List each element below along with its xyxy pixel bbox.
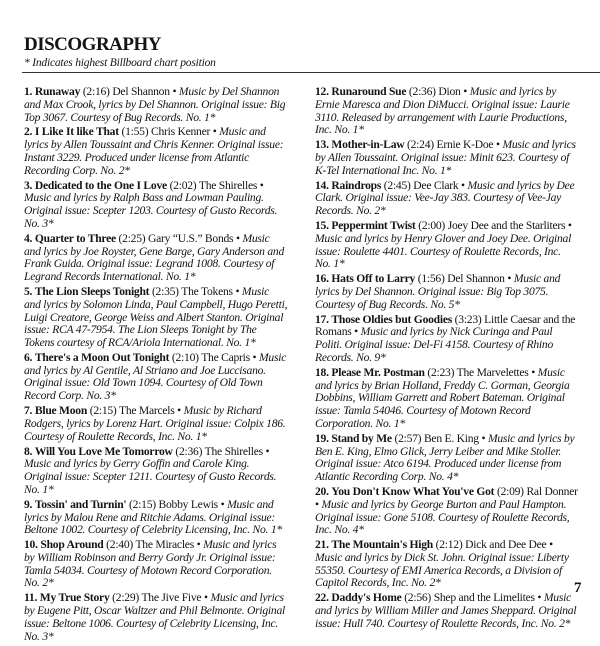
discography-entry (315, 220, 579, 271)
discography-entry (24, 539, 288, 590)
track-title: Stand by Me (331, 431, 392, 445)
discography-entry (315, 180, 579, 218)
track-credits: Music and lyrics by Solomon Linda, Paul Campbell, Hugo Peretti, Luigi Creatore, George Weiss and Albert Stanton. Original issue: RCA 47-7954. The Lion Sleeps Tonight by The Tokens courtesy of RCA/Ariola International. No. 1* (24, 285, 288, 349)
track-title: Daddy's Home (331, 591, 402, 605)
bullet-separator: • (196, 538, 201, 552)
track-number: 2. (24, 125, 33, 139)
bullet-separator: • (354, 325, 358, 339)
discography-entry (315, 139, 579, 177)
bullet-separator: • (315, 497, 319, 511)
discography-entry (24, 86, 288, 124)
track-artist: Little Caesar and the Romans (315, 312, 576, 339)
bullet-separator: • (495, 138, 500, 152)
track-duration: (2:02) (169, 178, 197, 192)
track-title: There's a Moon Out Tonight (34, 350, 170, 364)
discography-entry (315, 367, 579, 431)
track-title: Dedicated to the One I Love (34, 178, 167, 192)
track-title: I Like It like That (34, 125, 119, 139)
discography-column-left (24, 86, 288, 646)
track-credits: Music and lyrics by Allen Toussaint. Original issue: Minit 623. Courtesy of K-Tel International Inc. No. 1* (315, 138, 576, 177)
bullet-separator: • (265, 444, 270, 458)
track-duration: (2:09) (496, 485, 524, 498)
bullet-separator: • (235, 285, 240, 298)
track-credits: Music and lyrics by Eugene Pitt, Oscar Waltzer and Phil Belmonte. Original issue: Beltone 1006. Courtesy of Celebrity Licensing, Inc. No. 3* (24, 591, 285, 643)
track-number: 20. (315, 485, 329, 498)
track-credits: Music and lyrics by Allen Toussaint and Chris Kenner. Original issue: Instant 3229. Produced under license from Atlantic Recording Corp. No. 2* (24, 125, 284, 177)
track-duration: (2:57) (394, 431, 422, 445)
track-number: 21. (315, 538, 329, 552)
track-title: Those Oldies but Goodies (331, 312, 452, 326)
bullet-separator: • (507, 272, 512, 286)
track-duration: (2:40) (106, 538, 134, 552)
chart-position-note: * Indicates highest Billboard chart position (24, 57, 216, 69)
track-credits: Music and lyrics by Dick St. John. Original issue: Liberty 55350. Courtesy of EMI America Records, a Division of Capitol Records, Inc. No. 2* (315, 550, 569, 590)
track-credits: Music and lyrics by Ernie Maresca and Dion DiMucci. Original issue: Laurie 3110. Released by arrangement with Laurie Productions, Inc. No. 1* (315, 85, 570, 137)
track-number: 11. (24, 591, 38, 605)
track-artist: The Shirelles (198, 178, 258, 192)
track-title: Hats Off to Larry (331, 272, 416, 286)
discography-entry (24, 405, 288, 443)
track-duration: (3:23) (454, 312, 482, 326)
track-number: 5. (24, 285, 33, 298)
track-credits: Music and lyrics by William Miller and James Sheppard. Original issue: Hull 740. Courtesy of Roulette Records, Inc. No. 2* (315, 591, 577, 630)
track-number: 17. (315, 312, 329, 326)
page-number: 7 (574, 580, 582, 596)
track-artist: Del Shannon (447, 272, 505, 286)
discography-column-right (315, 86, 579, 633)
bullet-separator: • (259, 178, 264, 192)
discography-entry (24, 592, 288, 643)
track-credits: Music and lyrics by Al Gentile, Al Striano and Joe Luccisano. Original issue: Old Town 1094. Courtesy of Old Town Record Corp. No. 3* (24, 350, 287, 403)
bullet-separator: • (537, 591, 542, 605)
track-title: Peppermint Twist (331, 219, 416, 233)
track-artist: The Jive Five (141, 591, 202, 605)
discography-entry (24, 286, 288, 350)
track-duration: (2:35) (151, 285, 179, 298)
track-number: 6. (24, 350, 33, 364)
track-duration: (2:16) (82, 85, 110, 98)
track-artist: The Marcels (119, 404, 175, 418)
track-number: 8. (24, 444, 33, 458)
track-duration: (2:25) (118, 231, 146, 245)
track-artist: Bobby Lewis (158, 497, 218, 511)
track-number: 13. (315, 138, 329, 152)
track-number: 7. (24, 404, 33, 418)
track-number: 9. (24, 497, 33, 511)
track-duration: (2:12) (435, 538, 463, 552)
track-title: Quarter to Three (34, 231, 116, 245)
bullet-separator: • (212, 125, 217, 139)
discography-entry (24, 126, 288, 177)
track-title: Runaway (34, 85, 81, 98)
track-artist: Ernie K-Doe (436, 138, 494, 152)
page-title: DISCOGRAPHY (24, 34, 162, 55)
bullet-separator: • (461, 178, 465, 192)
track-artist: Dick and Dee Dee (465, 538, 547, 552)
track-title: Please Mr. Postman (331, 365, 425, 379)
track-credits: Music and lyrics by Joe Royster, Gene Barge, Gary Anderson and Frank Guida. Original issue: Legrand 1008. Courtesy of Legrand Records International. No. 1* (24, 231, 285, 284)
track-title: The Lion Sleeps Tonight (34, 285, 150, 298)
track-number: 16. (315, 272, 329, 286)
track-credits: Music and lyrics by Malou Rene and Ritchie Adams. Original issue: Beltone 1002. Courtesy of Celebrity Licensing, Inc. No. 1* (24, 497, 282, 537)
track-credits: Music and lyrics by William Robinson and Berry Gordy Jr. Original issue: Tamla 54034. Courtesy of Motown Record Corporation. No. 2* (24, 538, 277, 590)
discography-entry (315, 592, 579, 630)
discography-entry (315, 314, 579, 365)
track-artist: Ben E. King (423, 431, 479, 445)
discography-entry (24, 180, 288, 231)
track-number: 15. (315, 219, 329, 233)
track-title: Will You Love Me Tomorrow (34, 444, 173, 458)
discography-entry (24, 352, 288, 403)
track-number: 4. (24, 231, 33, 245)
track-artist: The Miracles (135, 538, 194, 552)
track-credits: Music and lyrics by Dee Clark. Original issue: Vee-Jay 383. Courtesy of Vee-Jay Records. No. 2* (315, 178, 575, 218)
track-number: 19. (315, 431, 329, 445)
track-title: Tossin' and Turnin' (34, 497, 127, 511)
track-duration: (2:29) (112, 591, 140, 605)
track-credits: Music and lyrics by Nick Curinga and Paul Politi. Original issue: Del-Fi 4158. Courtesy of Rhino Records. No. 9* (315, 325, 554, 364)
bullet-separator: • (549, 538, 553, 552)
bullet-separator: • (252, 350, 257, 364)
track-duration: (2:24) (407, 138, 434, 152)
bullet-separator: • (220, 497, 225, 511)
track-artist: Chris Kenner (150, 125, 211, 139)
track-artist: Dee Clark (413, 178, 459, 192)
track-artist: The Marvelettes (456, 365, 529, 379)
track-artist: The Shirelles (204, 444, 263, 458)
discography-entry (315, 486, 579, 537)
track-artist: Shep and the Limelites (433, 591, 535, 605)
track-artist: Ral Donner (526, 485, 578, 498)
track-credits: Music and lyrics by Del Shannon. Original issue: Big Top 3075. Courtesy of Bug Records. No. 5* (315, 272, 561, 311)
track-artist: The Capris (201, 350, 250, 364)
track-credits: Music and lyrics by Henry Glover and Joey Dee. Original issue: Roulette 4401. Courtesy of Roulette Records, Inc. No. 1* (315, 231, 572, 271)
track-credits: Music by Del Shannon and Max Crook, lyrics by Del Shannon. Original issue: Big Top 3067. Courtesy of Bug Records. No. 1* (24, 85, 286, 124)
track-duration: (2:56) (404, 591, 432, 605)
track-duration: (2:23) (427, 365, 455, 379)
track-title: Raindrops (331, 178, 382, 192)
track-number: 18. (315, 365, 329, 379)
track-duration: (2:00) (418, 219, 446, 233)
discography-entry (315, 539, 579, 590)
bullet-separator: • (235, 231, 240, 245)
track-artist: Gary “U.S.” Bonds (148, 231, 234, 245)
bullet-separator: • (177, 404, 181, 418)
track-duration: (2:36) (408, 85, 436, 98)
track-number: 12. (315, 85, 329, 98)
discography-entry (24, 233, 288, 284)
track-credits: Music and lyrics by Brian Holland, Freddy C. Gorman, Georgia Dobbins, William Garrett and Robert Bateman. Original issue: Tamla 54046. Courtesy of Motown Record Corporation. No. 1* (315, 365, 570, 430)
track-number: 10. (24, 538, 38, 552)
track-artist: The Tokens (181, 285, 233, 298)
track-duration: (2:15) (89, 404, 117, 418)
header-divider (22, 72, 600, 73)
track-title: Mother-in-Law (331, 138, 405, 152)
discography-entry (315, 273, 579, 311)
track-credits: Music and lyrics by Ralph Bass and Lowman Pauling. Original issue: Scepter 1203. Courtesy of Gusto Records. No. 3* (24, 191, 278, 230)
track-number: 14. (315, 178, 329, 192)
track-number: 1. (24, 85, 33, 98)
track-duration: (2:15) (129, 497, 156, 511)
track-title: My True Story (39, 591, 110, 605)
track-duration: (1:55) (121, 125, 149, 139)
track-title: Blue Moon (34, 404, 88, 418)
track-duration: (2:45) (383, 178, 411, 192)
bullet-separator: • (203, 591, 208, 605)
bullet-separator: • (172, 85, 177, 98)
bullet-separator: • (463, 85, 468, 98)
track-title: Runaround Sue (331, 85, 407, 98)
bullet-separator: • (481, 431, 486, 445)
discography-entry (315, 433, 579, 484)
track-artist: Del Shannon (112, 85, 170, 98)
track-credits: Music by Richard Rodgers, lyrics by Lorenz Hart. Original issue: Colpix 186. Courtesy of Roulette Records, Inc. No. 1* (24, 404, 286, 443)
track-duration: (2:36) (175, 444, 203, 458)
bullet-separator: • (531, 365, 536, 379)
bullet-separator: • (567, 219, 572, 233)
track-duration: (2:10) (171, 350, 199, 364)
track-credits: Music and lyrics by Gerry Goffin and Carole King. Original issue: Scepter 1211. Courtesy of Gusto Records. No. 1* (24, 457, 277, 496)
discography-entry (24, 446, 288, 497)
discography-entry (24, 499, 288, 537)
track-number: 3. (24, 178, 33, 192)
track-artist: Joey Dee and the Starliters (447, 219, 566, 233)
track-title: You Don't Know What You've Got (331, 485, 495, 498)
track-duration: (1:56) (417, 272, 445, 286)
track-artist: Dion (438, 85, 461, 98)
track-title: The Mountain's High (331, 538, 433, 552)
track-credits: Music and lyrics by George Burton and Paul Hampton. Original issue: Gone 5108. Courtesy of Roulette Records, Inc. No. 4* (315, 497, 570, 537)
discography-entry (315, 86, 579, 137)
track-credits: Music and lyrics by Ben E. King, Elmo Glick, Jerry Leiber and Mike Stoller. Original issue: Atco 6194. Produced under license from Atlantic Recording Corp. No. 4* (315, 431, 575, 484)
track-number: 22. (315, 591, 329, 605)
track-title: Shop Around (40, 538, 104, 552)
